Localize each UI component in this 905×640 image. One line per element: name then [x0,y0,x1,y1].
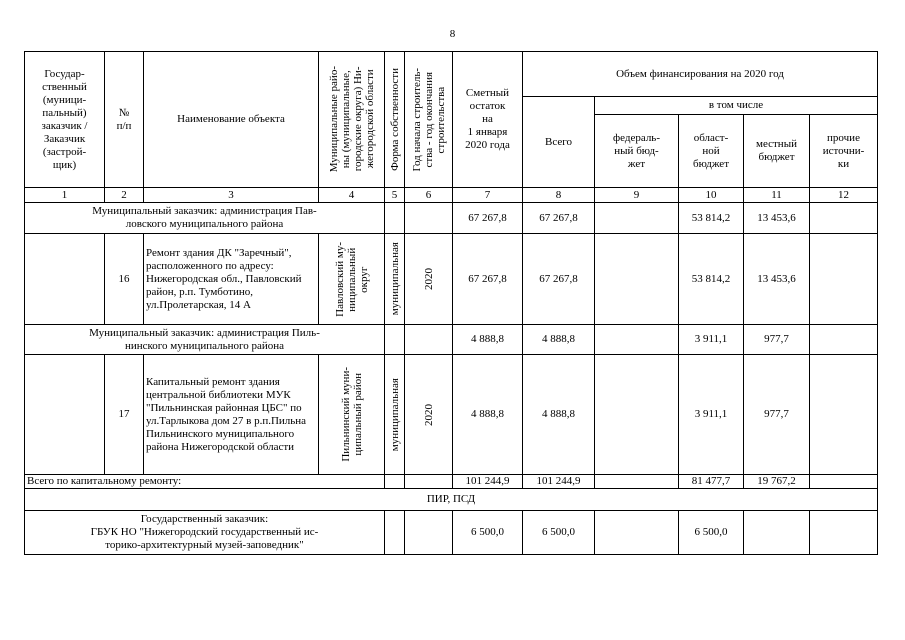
regional-value: 53 814,2 [679,203,744,234]
header-including: в том числе [595,97,878,115]
empty-cell [405,511,453,555]
regional-value: 81 477,7 [679,475,744,489]
column-number: 11 [744,188,810,203]
local-value: 13 453,6 [744,203,810,234]
group-label: Муниципальный заказчик: администрация Пиль- нинского муниципального района [25,325,385,355]
object-district: Пильнинский муни- ципальный район [339,367,364,462]
column-number: 9 [595,188,679,203]
other-value [810,475,878,489]
column-number: 2 [105,188,144,203]
empty-cell [385,203,405,234]
section-row-pir [25,489,878,511]
estimate-value: 67 267,8 [453,203,523,234]
header-district-cell [319,52,385,188]
total-value: 67 267,8 [523,234,595,325]
regional-value: 6 500,0 [679,511,744,555]
header-total: Всего [523,97,595,188]
other-value [810,203,878,234]
header-federal: федераль- ный бюд- жет [595,115,679,188]
capital-total-row [25,475,878,489]
regional-value: 53 814,2 [679,234,744,325]
estimate-value: 101 244,9 [453,475,523,489]
header-row-1 [25,52,878,97]
regional-value: 3 911,1 [679,355,744,475]
section-label: ПИР, ПСД [25,489,878,511]
empty-cell [25,234,105,325]
group-row-pavlovsky [25,203,878,234]
empty-cell [385,475,405,489]
object-number: 17 [105,355,144,475]
object-ownership-cell [385,355,405,475]
object-district-cell [319,234,385,325]
empty-cell [405,475,453,489]
group-row-pilninsky [25,325,878,355]
group-label: Государственный заказчик: ГБУК НО "Нижегородский государственный ис- торико-архитектурный музей-заповедник" [25,511,385,555]
column-number: 3 [144,188,319,203]
header-customer: Государ- ственный (муници- пальный) заказчик / Заказчик (застрой- щик) [25,52,105,188]
object-ownership: муниципальная [388,377,401,452]
object-year: 2020 [422,268,435,290]
federal-value [595,234,679,325]
object-year-cell [405,355,453,475]
object-district: Павловский му- ниципальный округ [333,241,370,317]
column-number: 10 [679,188,744,203]
header-object-name: Наименование объекта [144,52,319,188]
total-value: 101 244,9 [523,475,595,489]
local-value [744,511,810,555]
empty-cell [385,325,405,355]
regional-value: 3 911,1 [679,325,744,355]
column-number: 7 [453,188,523,203]
object-year: 2020 [422,403,435,426]
total-value: 4 888,8 [523,355,595,475]
header-estimate: Сметный остаток на 1 января 2020 года [453,52,523,188]
object-row-17 [25,355,878,475]
estimate-value: 67 267,8 [453,234,523,325]
object-name: Ремонт здания ДК "Заречный", расположенного по адресу: Нижегородская обл., Павловский район, р.п. Тумботино, ул.Пролетарская, 14 А [144,234,319,325]
group-label: Муниципальный заказчик: администрация Пав- ловского муниципального района [25,203,385,234]
empty-cell [25,355,105,475]
total-value: 4 888,8 [523,325,595,355]
estimate-value: 6 500,0 [453,511,523,555]
header-years: Год начала строитель- ства - год окончания строительства [410,67,447,172]
local-value: 977,7 [744,325,810,355]
federal-value [595,475,679,489]
object-ownership: муниципальная [388,242,401,316]
header-financing: Объем финансирования на 2020 год [523,52,878,97]
other-value [810,511,878,555]
header-local: местный бюджет [744,115,810,188]
federal-value [595,203,679,234]
column-number: 1 [25,188,105,203]
federal-value [595,511,679,555]
column-number: 8 [523,188,595,203]
local-value: 977,7 [744,355,810,475]
local-value: 19 767,2 [744,475,810,489]
total-value: 67 267,8 [523,203,595,234]
estimate-value: 4 888,8 [453,355,523,475]
header-regional: област- ной бюджет [679,115,744,188]
total-value: 6 500,0 [523,511,595,555]
federal-value [595,325,679,355]
object-ownership-cell [385,234,405,325]
column-number: 5 [385,188,405,203]
empty-cell [405,203,453,234]
header-ownership-cell [385,52,405,188]
object-name: Капитальный ремонт здания центральной библиотеки МУК "Пильнинская районная ЦБС" по ул.Тарлыкова дом 27 в р.п.Пильна Пильнинского муниципального района Нижегородской области [144,355,319,475]
local-value: 13 453,6 [744,234,810,325]
other-value [810,355,878,475]
column-number-row [25,188,878,203]
header-years-cell [405,52,453,188]
capital-total-label: Всего по капитальному ремонту: [25,475,385,489]
empty-cell [405,325,453,355]
federal-value [595,355,679,475]
header-other: прочие источни- ки [810,115,878,188]
object-district-cell [319,355,385,475]
column-number: 12 [810,188,878,203]
header-district: Муниципальные райо- ны (муниципальные, городские округа) Ни- жегородской области [327,66,376,173]
column-number: 4 [319,188,385,203]
object-number: 16 [105,234,144,325]
column-number: 6 [405,188,453,203]
financing-table [24,51,878,555]
header-num: № п/п [105,52,144,188]
object-year-cell [405,234,453,325]
page-number: 8 [449,28,456,40]
object-row-16 [25,234,878,325]
other-value [810,234,878,325]
estimate-value: 4 888,8 [453,325,523,355]
group-row-museum [25,511,878,555]
header-ownership: Форма собственности [388,68,401,171]
empty-cell [385,511,405,555]
other-value [810,325,878,355]
